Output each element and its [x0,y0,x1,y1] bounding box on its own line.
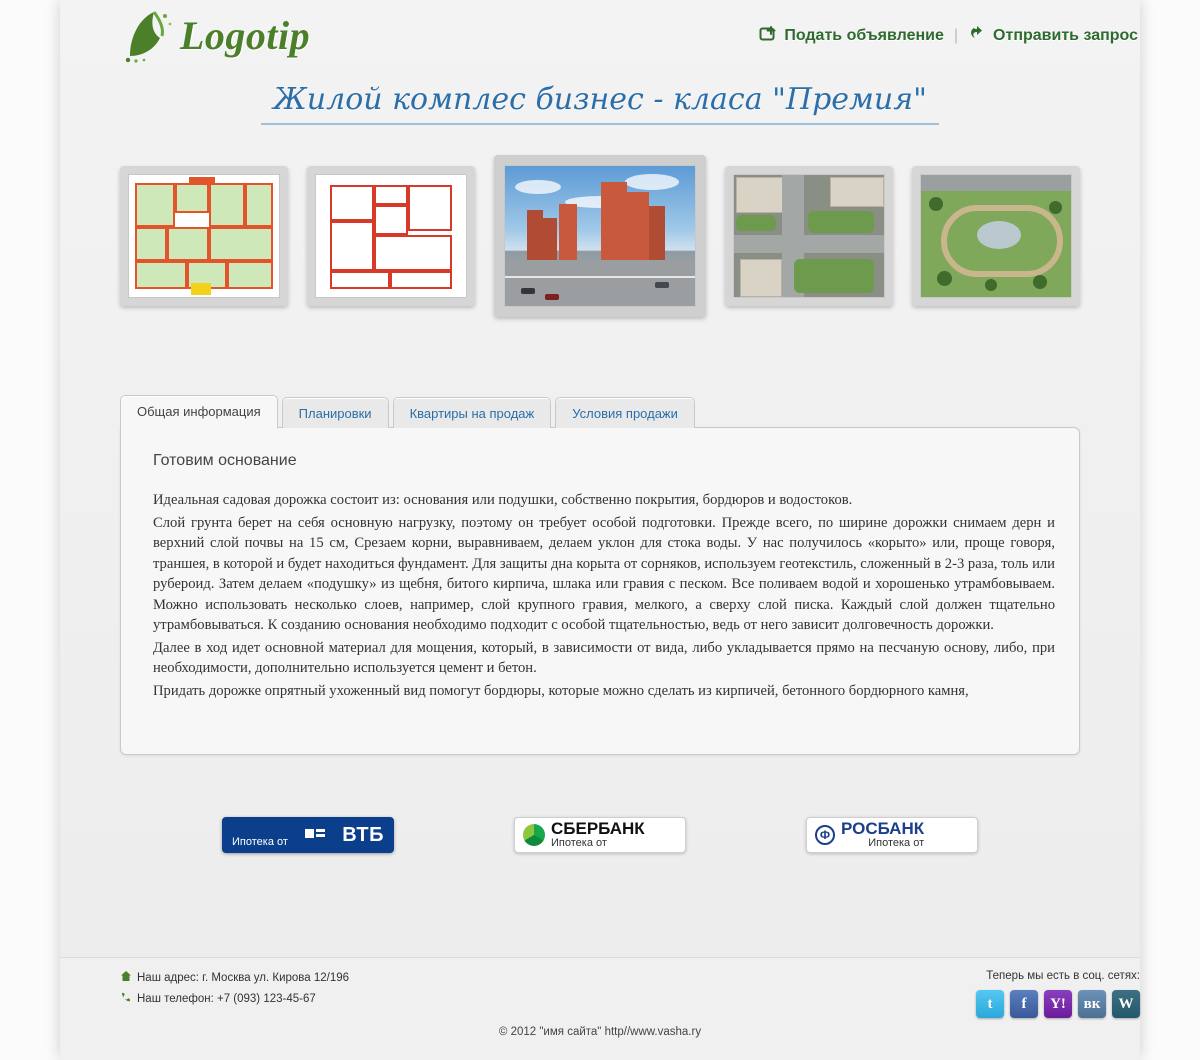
logo-text: Logotip [180,12,311,58]
content-heading: Готовим основание [153,452,297,469]
floor-plan-2-image [315,174,467,298]
content-paragraph: Далее в ход идет основной материал для мощения, который, в зависимости от вида, либо укладывается прямо на песчаную основу, либо, при необходимости, дополнительно используется цемент и бетон. [153,639,1055,676]
site-footer [60,957,1140,1060]
tab-bar [120,395,1140,428]
page-title: Жилой комплес бизнес - класа "Премия" [261,82,939,125]
facebook-icon[interactable]: f [1010,990,1038,1018]
copyright: © 2012 "имя сайта" http//www.vasha.ry [498,1026,702,1038]
building-photo-image [504,165,696,307]
vtb-book-icon [303,824,327,847]
bank-rosbank-sub: Ипотека от [868,837,925,849]
footer-socials-block [976,970,1140,1018]
gallery-item-building-photo[interactable] [494,155,706,317]
footer-address-row [120,970,349,985]
header-links [759,24,1138,47]
submit-ad-link[interactable] [759,24,944,47]
bank-vtb-banner[interactable] [222,817,394,853]
yahoo-icon[interactable]: Y! [1044,990,1072,1018]
home-icon [120,970,132,985]
floor-plan-1-image [128,174,280,298]
send-request-link[interactable] [968,24,1138,47]
socials-label: Теперь мы есть в соц. сетях: [986,970,1140,982]
bank-vtb-name: ВТБ [342,823,384,846]
tab-panel [120,427,1080,755]
gallery-item-aerial-yard[interactable] [725,166,893,306]
header-divider: | [953,26,959,44]
aerial-yard-image [733,174,885,298]
vk-icon[interactable]: вк [1078,990,1106,1018]
park-render-image [920,174,1072,298]
title-block [60,78,1140,125]
rosbank-logo-icon: Ф [815,825,835,845]
bank-rosbank-name: РОСБАНК [841,819,925,838]
page-container [60,0,1140,1060]
sberbank-logo-icon [523,824,545,846]
leaf-logo-icon [120,6,176,64]
bank-rosbank-banner[interactable] [806,817,978,853]
send-request-label: Отправить запрос [993,26,1138,44]
wordpress-icon[interactable]: W [1112,990,1140,1018]
content-paragraph: Придать дорожке опрятный ухоженный вид помогут бордюры, которые можно сделать из кирпичей, бетонного бордюрного камня, [153,682,969,699]
footer-address: Наш адрес: г. Москва ул. Кирова 12/196 [137,971,350,984]
phone-icon [120,991,132,1006]
bank-partners [60,817,1140,853]
footer-contacts [120,970,349,1012]
image-gallery [60,155,1140,317]
bank-sberbank-name: СБЕРБАНК [551,819,645,838]
gallery-item-floor-plan-1[interactable] [120,166,288,306]
reply-arrow-icon [968,24,986,47]
plus-square-icon [759,24,777,47]
site-header [60,0,1140,78]
submit-ad-label: Подать объявление [784,26,944,44]
gallery-item-floor-plan-2[interactable] [307,166,475,306]
bank-sberbank-banner[interactable] [514,817,686,853]
social-links [976,990,1140,1018]
twitter-icon[interactable]: t [976,990,1004,1018]
tab-sale-terms[interactable]: Условия продажи [555,397,695,428]
bank-sberbank-sub: Ипотека от [551,837,607,849]
content-paragraph: Идеальная садовая дорожка состоит из: основания или подушки, собственно покрытия, бордюров и водостоков. [153,492,853,508]
gallery-item-park-render[interactable] [912,166,1080,306]
footer-phone: Наш телефон: +7 (093) 123-45-67 [137,992,316,1005]
site-logo[interactable] [120,6,310,64]
content-paragraph: Слой грунта берет на себя основную нагрузку, поэтому он требует особой подготовки. Прежде всего, по ширине дорожки снимаем дерн и верхний слой почвы на 15 см, Срезаем корни, выравниваем, делаем уклон для стока воды. У нас получилось «корыто» или, проще говоря, траншея, в которой и будет находиться фундамент. Для защиты дна корыта от сорняков, используем геотекстиль, сложенный в 2-3 раза, толь или рубероид. Затем делаем «подушку» из щебня, битого кирпича, шлака или гравия с песком. Все поливаем водой и хорошенько утрамбовываем. Можно использовать несколько слоев, например, слой крупного гравия, мелкого, а сверху слой писка. Каждый слой должен тщательно утрамбовываться. К созданию основания необходимо подходит с особой тщательностью, ведь от него зависит долговечность дорожки. [153,514,1055,633]
tab-apartments-for-sale[interactable]: Квартиры на продаж [393,397,552,428]
tab-layouts[interactable]: Планировки [282,397,389,428]
footer-phone-row [120,991,349,1006]
tab-general-info[interactable]: Общая информация [120,395,278,428]
bank-vtb-prefix: Ипотека от [232,836,288,848]
